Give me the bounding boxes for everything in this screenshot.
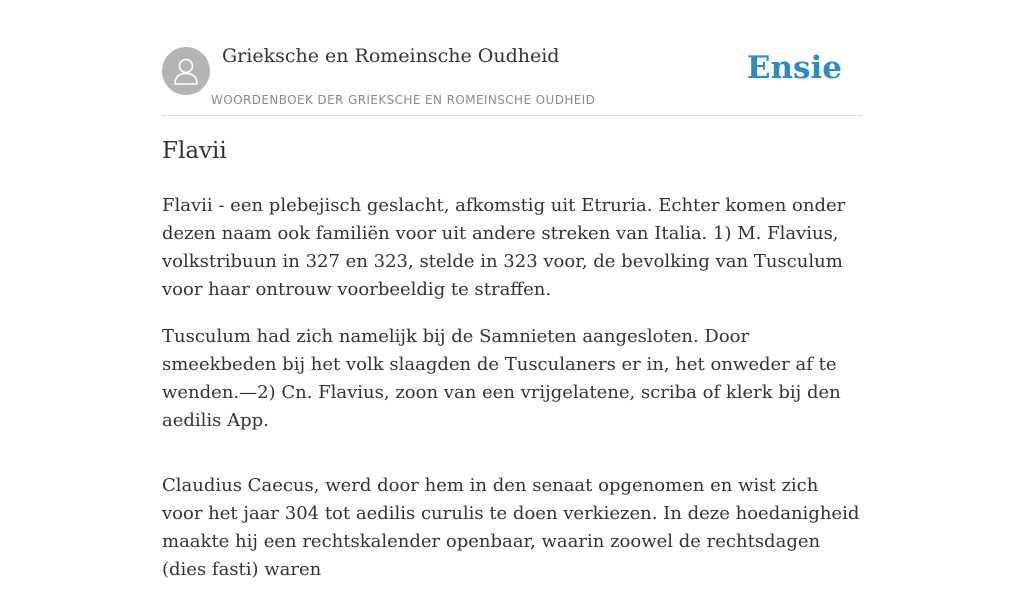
brand-logo[interactable]: Ensie <box>746 50 842 86</box>
entry-body <box>162 192 862 603</box>
source-subtitle: WOORDENBOEK DER GRIEKSCHE EN ROMEINSCHE OUDHEID <box>211 93 596 107</box>
entry-paragraph: Claudius Caecus, werd door hem in den senaat opgenomen en wist zich voor het jaar 304 tot aedilis curulis te doen verkiezen. In deze hoedanigheid maakte hij een rechtskalender openbaar, waarin zoowel de rechtsdagen (dies fasti) waren <box>162 475 860 580</box>
entry-paragraph: Tusculum had zich namelijk bij de Samnieten aangesloten. Door smeekbeden bij het volk slaagden de Tusculaners er in, het onweder af te wenden.—2) Cn. Flavius, zoon van een vrijgelatene, scriba of klerk bij den aedilis App. <box>162 326 841 431</box>
user-icon <box>172 56 200 86</box>
content-container <box>162 0 862 580</box>
entry-header <box>162 0 862 116</box>
avatar[interactable] <box>162 47 210 95</box>
entry-title: Flavii <box>162 138 227 164</box>
entry-paragraph: Flavii - een plebejisch geslacht, afkomstig uit Etruria. Echter komen onder dezen naam ook familiën voor uit andere streken van Italia. 1) M. Flavius, volkstribuun in 327 en 323, stelde in 323 voor, de bevolking van Tusculum voor haar ontrouw voorbeeldig te straffen. <box>162 195 846 300</box>
source-title[interactable]: Grieksche en Romeinsche Oudheid <box>222 45 560 67</box>
